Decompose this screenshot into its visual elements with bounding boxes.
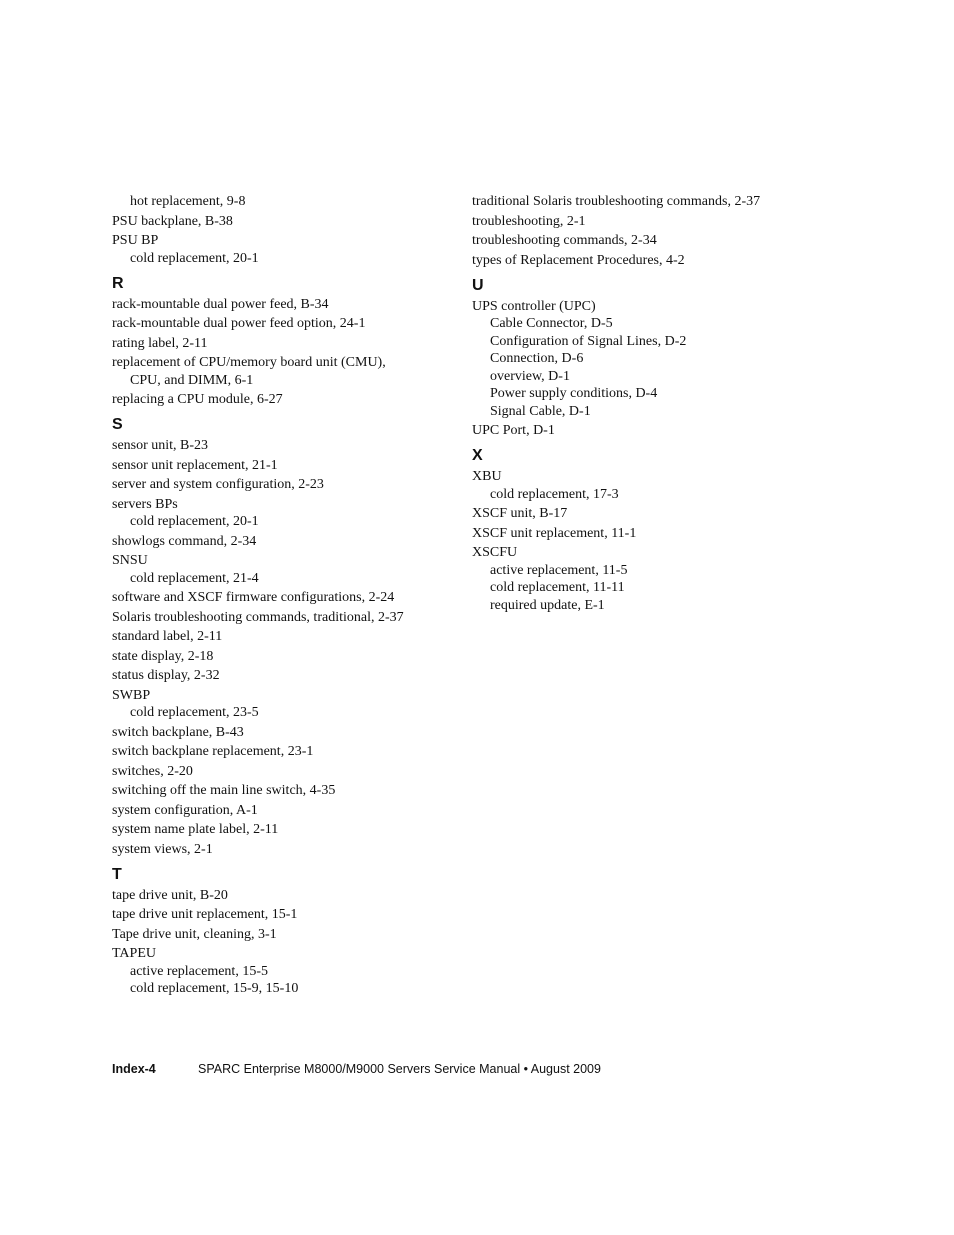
index-entry: SWBP <box>112 687 151 703</box>
index-entry: switch backplane, B-43 <box>112 724 244 740</box>
index-entry: UPC Port, D-1 <box>472 423 555 438</box>
index-subentry: hot replacement, 9-8 <box>130 194 246 209</box>
index-subentry: cold replacement, 23-5 <box>130 705 259 720</box>
index-entry: sensor unit, B-23 <box>112 438 209 453</box>
index-letter-heading: T <box>112 865 122 883</box>
index-entry: PSU BP <box>112 233 159 248</box>
index-entry: types of Replacement Procedures, 4-2 <box>472 252 685 268</box>
index-subentry: cold replacement, 21-4 <box>130 570 259 586</box>
index-subentry: cold replacement, 11-11 <box>490 580 625 595</box>
index-entry: replacement of CPU/memory board unit (CMU), <box>112 355 386 370</box>
index-entry: PSU backplane, B-38 <box>112 213 233 229</box>
index-subentry: cold replacement, 20-1 <box>130 514 259 529</box>
footer-page-number: Index-4 <box>112 1062 156 1076</box>
index-subentry: Signal Cable, D-1 <box>490 403 591 419</box>
index-entry: XSCFU <box>472 545 518 560</box>
index-entry: TAPEU <box>112 946 156 961</box>
index-entry: SNSU <box>112 553 148 568</box>
index-entry: showlogs command, 2-34 <box>112 533 257 549</box>
index-subentry: Configuration of Signal Lines, D-2 <box>490 333 687 349</box>
index-entry: Tape drive unit, cleaning, 3-1 <box>112 926 277 942</box>
index-entry: XSCF unit, B-17 <box>472 506 568 521</box>
index-entry: XBU <box>472 469 502 484</box>
index-subentry: CPU, and DIMM, 6-1 <box>130 372 254 388</box>
index-entry: rating label, 2-11 <box>112 335 208 351</box>
index-entry: servers BPs <box>112 496 178 512</box>
index-entry: rack-mountable dual power feed option, 24-1 <box>112 316 366 331</box>
index-letter-heading: S <box>112 416 123 433</box>
index-entry: traditional Solaris troubleshooting commands, 2-37 <box>472 194 761 209</box>
index-letter-heading: U <box>472 276 484 294</box>
footer-manual-title: SPARC Enterprise M8000/M9000 Servers Service Manual • August 2009 <box>198 1062 601 1076</box>
index-subentry: active replacement, 11-5 <box>490 562 628 578</box>
index-subentry: overview, D-1 <box>490 368 570 384</box>
index-entry: switch backplane replacement, 23-1 <box>112 744 314 759</box>
index-entry: troubleshooting commands, 2-34 <box>472 233 657 248</box>
index-entry: switching off the main line switch, 4-35 <box>112 783 336 798</box>
page-footer <box>112 1061 601 1077</box>
index-entry: replacing a CPU module, 6-27 <box>112 392 283 407</box>
index-entry: state display, 2-18 <box>112 648 214 664</box>
index-subentry: cold replacement, 15-9, 15-10 <box>130 981 299 996</box>
index-entry: server and system configuration, 2-23 <box>112 477 324 492</box>
index-entry: system views, 2-1 <box>112 841 213 857</box>
index-subentry: cold replacement, 20-1 <box>130 250 259 266</box>
index-subentry: Power supply conditions, D-4 <box>490 386 658 401</box>
index-entry: tape drive unit, B-20 <box>112 887 228 903</box>
index-entry: rack-mountable dual power feed, B-34 <box>112 296 329 312</box>
index-entry: Solaris troubleshooting commands, traditional, 2-37 <box>112 609 404 625</box>
index-entry: standard label, 2-11 <box>112 629 223 644</box>
index-entry: system configuration, A-1 <box>112 802 258 818</box>
index-entry: status display, 2-32 <box>112 668 220 683</box>
index-letter-heading: X <box>472 447 483 464</box>
index-letter-heading: R <box>112 274 124 292</box>
index-subentry: required update, E-1 <box>490 597 605 613</box>
index-entry: switches, 2-20 <box>112 763 193 779</box>
index-entry: UPS controller (UPC) <box>472 298 596 314</box>
index-entry: system name plate label, 2-11 <box>112 822 279 837</box>
index-subentry: Cable Connector, D-5 <box>490 316 613 331</box>
index-entry: XSCF unit replacement, 11-1 <box>472 525 637 541</box>
index-subentry: active replacement, 15-5 <box>130 963 268 979</box>
index-entry: tape drive unit replacement, 15-1 <box>112 907 298 922</box>
index-entry: sensor unit replacement, 21-1 <box>112 457 278 473</box>
index-entry: troubleshooting, 2-1 <box>472 213 586 229</box>
index-subentry: cold replacement, 17-3 <box>490 486 619 502</box>
index-entry: software and XSCF firmware configurations, 2-24 <box>112 590 395 605</box>
index-subentry: Connection, D-6 <box>490 351 584 366</box>
